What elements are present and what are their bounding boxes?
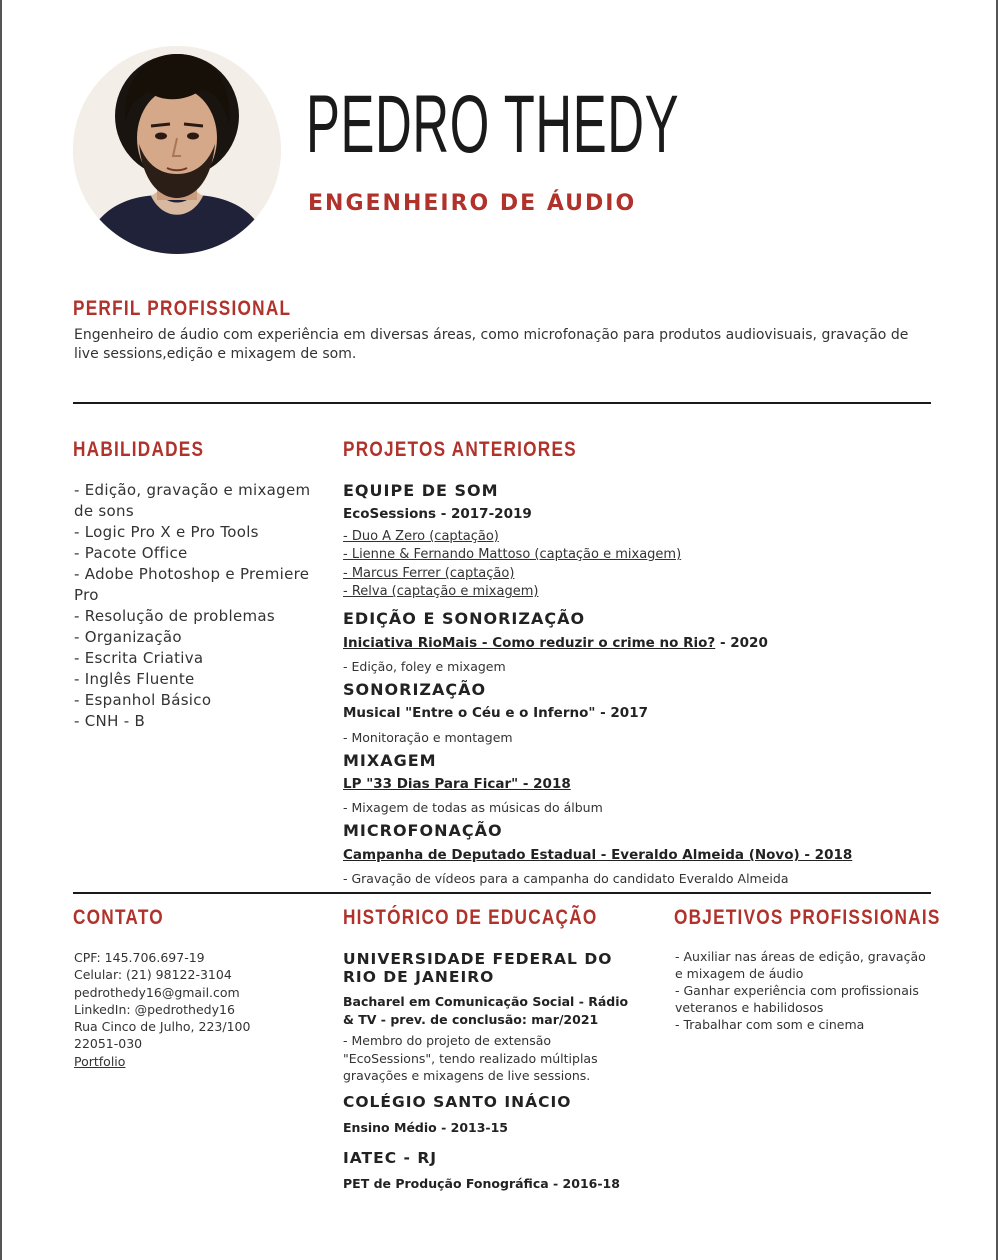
project-link[interactable]: Campanha de Deputado Estadual - Everaldo Almeida (Novo) - 2018 <box>343 847 853 863</box>
project-link[interactable]: - Relva (captação e mixagem) <box>343 584 539 599</box>
project-desc: - Gravação de vídeos para a campanha do candidato Everaldo Almeida <box>343 871 789 886</box>
education-school: COLÉGIO SANTO INÁCIO <box>343 1093 572 1111</box>
skill-item: - Pacote Office <box>74 544 188 562</box>
projects-heading: PROJETOS ANTERIORES <box>343 438 577 461</box>
contact-address: Rua Cinco de Julho, 223/100 <box>74 1019 251 1035</box>
project-subtitle <box>343 846 913 864</box>
contact-heading: CONTATO <box>73 906 164 929</box>
skill-item: - CNH - B <box>74 712 146 730</box>
skill-item: - Inglês Fluente <box>74 670 195 688</box>
contact-cpf: CPF: 145.706.697-19 <box>74 950 205 965</box>
education-desc: - Membro do projeto de extensão "EcoSessions", tendo realizado múltiplas gravações e mixagens de live sessions. <box>343 1033 598 1083</box>
project-link[interactable]: Iniciativa RioMais - Como reduzir o crime no Rio? <box>343 635 716 651</box>
education-school: IATEC - RJ <box>343 1149 438 1167</box>
goals-list <box>675 948 935 1033</box>
education-degree: PET de Produção Fonográfica - 2016-18 <box>343 1176 620 1191</box>
contact-block <box>74 949 324 1070</box>
project-desc: - Edição, foley e mixagem <box>343 659 506 674</box>
skill-item: - Adobe Photoshop e Premiere Pro <box>74 565 310 604</box>
project-subtitle <box>343 634 913 652</box>
project-desc: - Monitoração e montagem <box>343 730 513 745</box>
page-border-left <box>0 0 2 1260</box>
project-category: MICROFONAÇÃO <box>343 821 503 840</box>
project-subtitle <box>343 775 913 793</box>
skill-item: - Escrita Criativa <box>74 649 204 667</box>
education-degree: Ensino Médio - 2013-15 <box>343 1120 509 1135</box>
contact-linkedin: LinkedIn: @pedrothedy16 <box>74 1001 235 1017</box>
section-divider <box>73 402 931 404</box>
goal-item: - Auxiliar nas áreas de edição, gravação e mixagem de áudio <box>675 949 926 981</box>
portrait-photo <box>73 46 281 254</box>
portfolio-link[interactable]: Portfolio <box>74 1053 126 1069</box>
contact-phone: Celular: (21) 98122-3104 <box>74 967 232 983</box>
project-category: SONORIZAÇÃO <box>343 680 487 699</box>
goal-item: - Trabalhar com som e cinema <box>675 1017 865 1032</box>
education-school: UNIVERSIDADE FEDERAL DO RIO DE JANEIRO <box>343 950 613 986</box>
project-link[interactable]: LP "33 Dias Para Ficar" - 2018 <box>343 776 571 792</box>
contact-zip: 22051-030 <box>74 1036 143 1052</box>
project-subtitle: EcoSessions - 2017-2019 <box>343 506 532 522</box>
skill-item: - Espanhol Básico <box>74 691 212 709</box>
education-heading: HISTÓRICO DE EDUCAÇÃO <box>343 906 598 929</box>
candidate-name: PEDRO THEDY <box>306 79 680 170</box>
project-category: EQUIPE DE SOM <box>343 481 499 500</box>
section-divider <box>73 892 931 894</box>
contact-email[interactable]: pedrothedy16@gmail.com <box>74 984 240 1000</box>
skill-item: - Organização <box>74 628 182 646</box>
goal-item: - Ganhar experiência com profissionais veteranos e habilidosos <box>675 983 919 1015</box>
profile-heading: PERFIL PROFISSIONAL <box>73 297 292 320</box>
skill-item: - Edição, gravação e mixagem de sons <box>74 481 311 520</box>
project-link[interactable]: - Lienne & Fernando Mattoso (captação e mixagem) <box>343 547 682 562</box>
education-degree: Bacharel em Comunicação Social - Rádio & TV - prev. de conclusão: mar/2021 <box>343 994 629 1027</box>
skills-heading: HABILIDADES <box>73 438 205 461</box>
profile-text: Engenheiro de áudio com experiência em diversas áreas, como microfonação para produtos audiovisuais, gravação de live sessions,edição e mixagem de som. <box>74 327 909 362</box>
project-link[interactable]: - Marcus Ferrer (captação) <box>343 566 515 581</box>
job-title: ENGENHEIRO DE ÁUDIO <box>308 191 637 216</box>
goals-heading: OBJETIVOS PROFISSIONAIS <box>674 906 941 929</box>
skills-list <box>74 480 324 732</box>
project-category: EDIÇÃO E SONORIZAÇÃO <box>343 609 586 628</box>
project-year: - 2020 <box>715 635 768 651</box>
avatar <box>73 46 281 254</box>
project-subtitle: Musical "Entre o Céu e o Inferno" - 2017 <box>343 705 648 721</box>
skill-item: - Logic Pro X e Pro Tools <box>74 523 259 541</box>
project-desc: - Mixagem de todas as músicas do álbum <box>343 800 603 815</box>
project-link[interactable]: - Duo A Zero (captação) <box>343 529 499 544</box>
project-category: MIXAGEM <box>343 751 437 770</box>
skill-item: - Resolução de problemas <box>74 607 275 625</box>
